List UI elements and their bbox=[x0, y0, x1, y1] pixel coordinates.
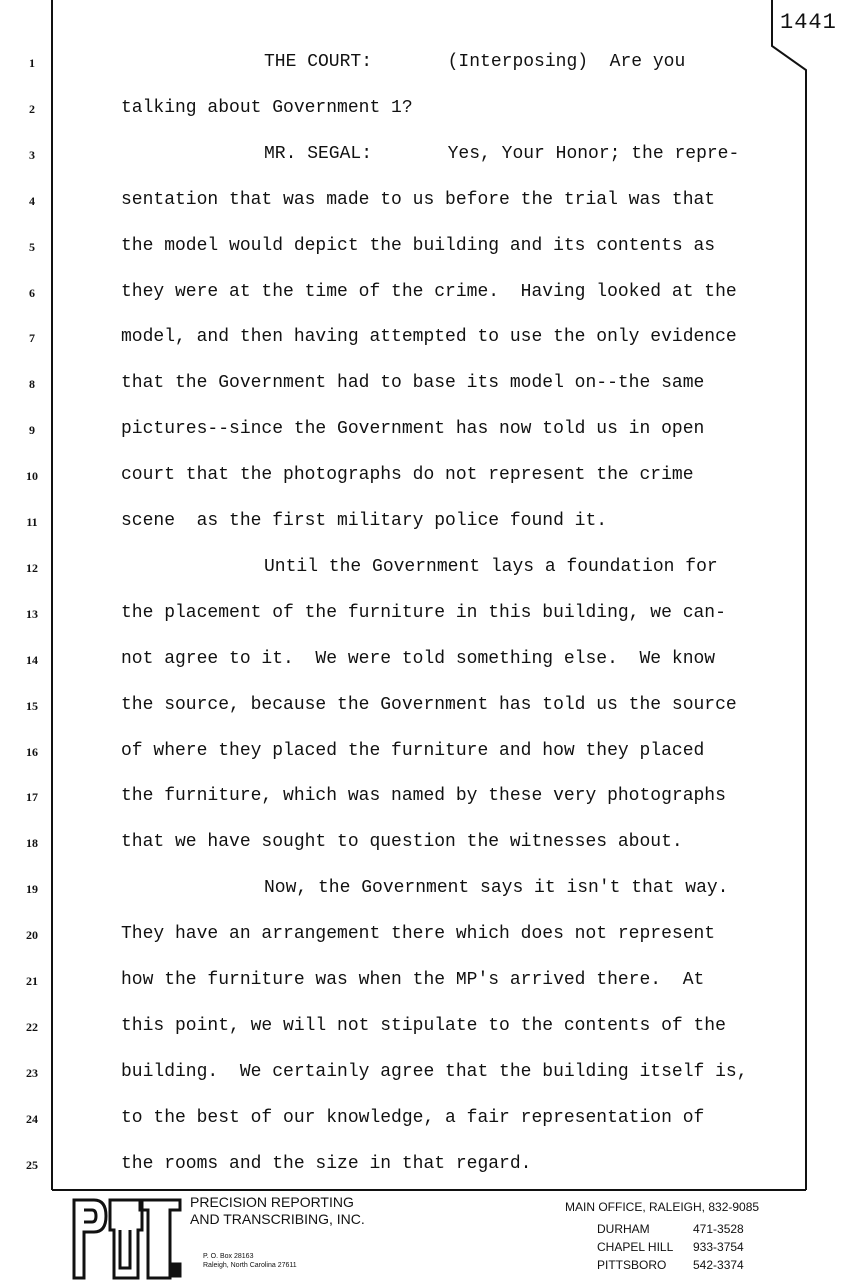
line-number: 20 bbox=[26, 928, 38, 942]
line-number: 25 bbox=[26, 1158, 38, 1172]
line-number: 14 bbox=[26, 653, 38, 667]
line-number: 16 bbox=[26, 745, 38, 759]
line-number: 1 bbox=[29, 56, 35, 70]
line-number: 23 bbox=[26, 1066, 38, 1080]
line-number: 8 bbox=[29, 377, 35, 391]
office-city: CHAPEL HILL bbox=[597, 1240, 674, 1254]
line-number: 3 bbox=[29, 148, 35, 162]
line-number: 21 bbox=[26, 974, 38, 988]
address-line-2: Raleigh, North Carolina 27611 bbox=[203, 1262, 297, 1269]
transcript-line: that the Government had to base its model on--the same bbox=[121, 373, 705, 393]
line-number: 9 bbox=[29, 423, 35, 437]
office-phone: 933-3754 bbox=[693, 1240, 744, 1254]
transcript-line: that we have sought to question the witnesses about. bbox=[121, 832, 683, 852]
company-name bbox=[190, 1194, 365, 1228]
line-number: 12 bbox=[26, 561, 38, 575]
line-number: 13 bbox=[26, 607, 38, 621]
transcript-line: the source, because the Government has told us the source bbox=[121, 695, 737, 715]
transcript-line: how the furniture was when the MP's arrived there. At bbox=[121, 970, 705, 990]
transcript-line: the model would depict the building and its contents as bbox=[121, 236, 716, 256]
office-city: PITTSBORO bbox=[597, 1258, 667, 1272]
company-line-2: AND TRANSCRIBING, INC. bbox=[190, 1211, 365, 1227]
transcript-line: they were at the time of the crime. Having looked at the bbox=[121, 282, 737, 302]
transcript-line: not agree to it. We were told something else. We know bbox=[121, 649, 716, 669]
line-number: 10 bbox=[26, 469, 38, 483]
transcript-line: of where they placed the furniture and how they placed bbox=[121, 741, 705, 761]
line-number: 17 bbox=[26, 790, 38, 804]
company-logo bbox=[70, 1194, 185, 1280]
transcript-line: the furniture, which was named by these very photographs bbox=[121, 786, 726, 806]
transcript-line: to the best of our knowledge, a fair representation of bbox=[121, 1108, 705, 1128]
transcript-line: court that the photographs do not represent the crime bbox=[121, 465, 694, 485]
transcript-line: sentation that was made to us before the trial was that bbox=[121, 190, 716, 210]
transcript-line: this point, we will not stipulate to the contents of the bbox=[121, 1016, 726, 1036]
transcript-line: Until the Government lays a foundation for bbox=[264, 557, 718, 577]
office-phone: 471-3528 bbox=[693, 1222, 744, 1236]
line-number: 4 bbox=[29, 194, 35, 208]
transcript-line: THE COURT: (Interposing) Are you bbox=[264, 52, 686, 72]
transcript-line: talking about Government 1? bbox=[121, 98, 413, 118]
transcript-line: Now, the Government says it isn't that way. bbox=[264, 878, 729, 898]
footer bbox=[0, 1190, 860, 1283]
transcript-line: scene as the first military police found it. bbox=[121, 511, 608, 531]
line-number: 18 bbox=[26, 836, 38, 850]
line-number: 22 bbox=[26, 1020, 38, 1034]
transcript-line: the placement of the furniture in this building, we can- bbox=[121, 603, 726, 623]
line-number: 5 bbox=[29, 240, 35, 254]
transcript-line: the rooms and the size in that regard. bbox=[121, 1154, 532, 1174]
company-address bbox=[203, 1252, 297, 1270]
line-number: 7 bbox=[29, 331, 35, 345]
line-number: 2 bbox=[29, 102, 35, 116]
logo-text: P&T bbox=[70, 1194, 72, 1195]
line-number: 24 bbox=[26, 1112, 38, 1126]
address-line-1: P. O. Box 28163 bbox=[203, 1253, 254, 1260]
office-city: DURHAM bbox=[597, 1222, 650, 1236]
transcript-line: They have an arrangement there which does not represent bbox=[121, 924, 716, 944]
transcript-line: MR. SEGAL: Yes, Your Honor; the repre- bbox=[264, 144, 740, 164]
main-office: MAIN OFFICE, RALEIGH, 832-9085 bbox=[565, 1200, 760, 1214]
line-number: 11 bbox=[26, 515, 38, 529]
transcript-line: pictures--since the Government has now told us in open bbox=[121, 419, 705, 439]
transcript-line: model, and then having attempted to use the only evidence bbox=[121, 327, 737, 347]
line-number: 6 bbox=[29, 286, 35, 300]
company-line-1: PRECISION REPORTING bbox=[190, 1194, 354, 1210]
transcript-line: building. We certainly agree that the building itself is, bbox=[121, 1062, 748, 1082]
line-number: 19 bbox=[26, 882, 38, 896]
office-phone: 542-3374 bbox=[693, 1258, 744, 1272]
line-number: 15 bbox=[26, 699, 38, 713]
page-number: 1441 bbox=[780, 10, 837, 35]
